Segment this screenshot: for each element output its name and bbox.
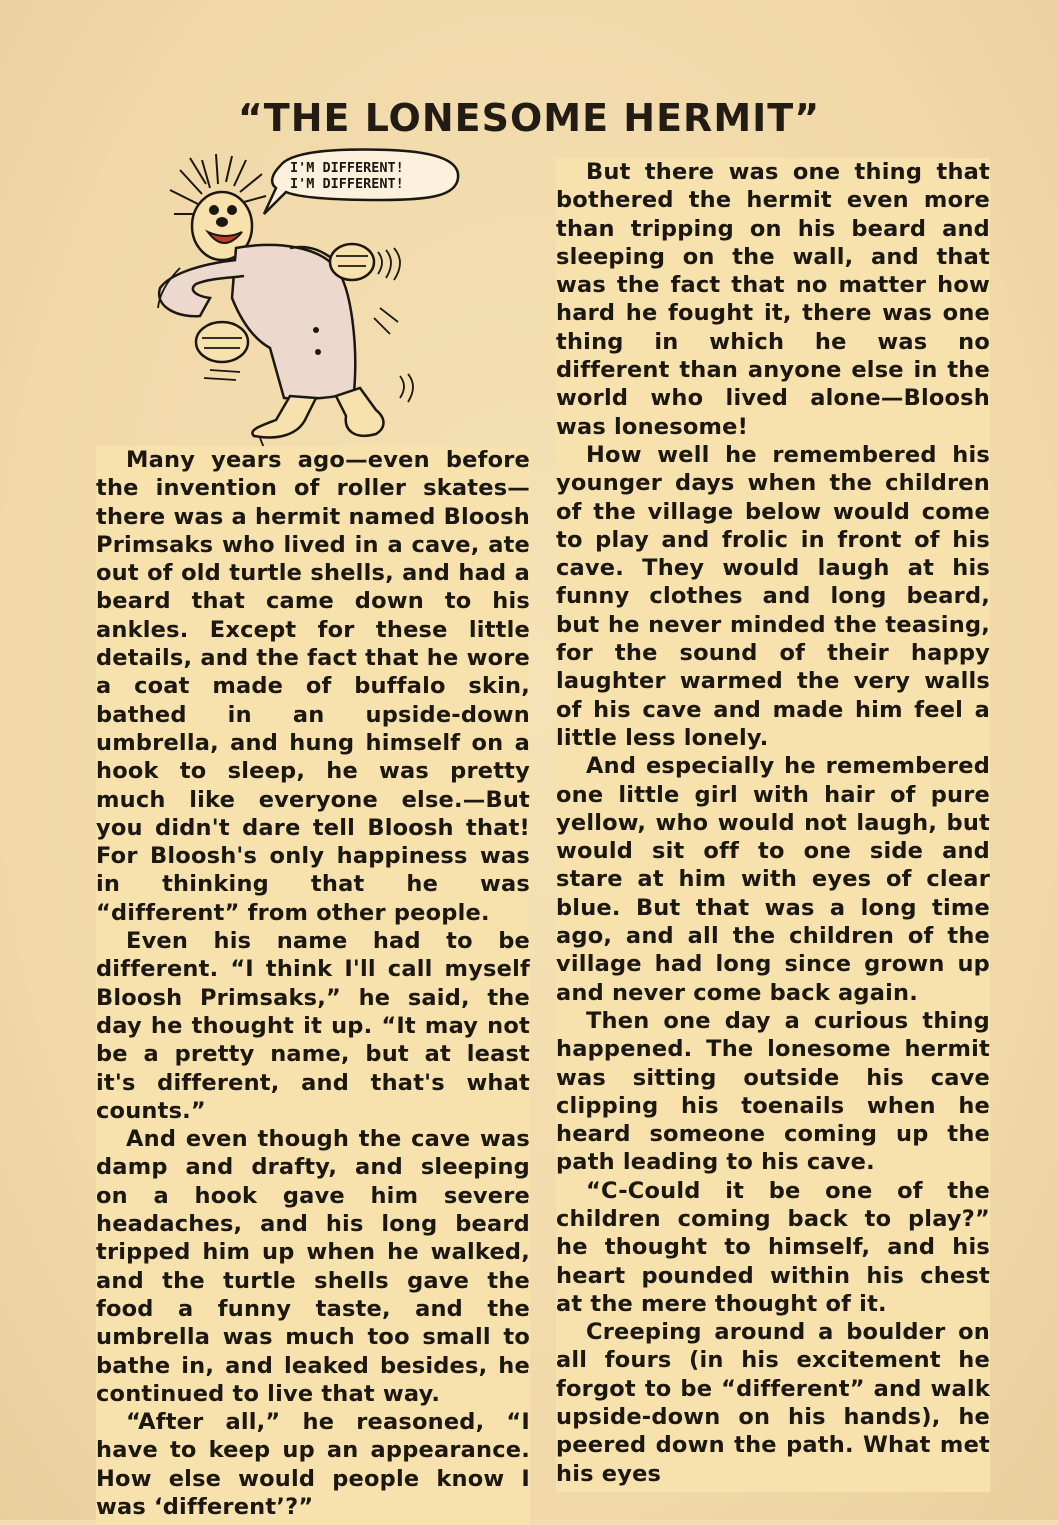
paragraph: And even though the cave was damp and drafty, and sleeping on a hook gave him severe headaches, and his long beard tripped him up when he walked, and the turtle shells gave the food a funny taste, and the umbrella was much too small to bathe in, and leaked besides, he continued to live that way. bbox=[96, 1126, 530, 1407]
paragraph: “After all,” he reasoned, “I have to keep up an appearance. How else would people know I was ‘different’?” bbox=[96, 1409, 530, 1520]
paragraph: Even his name had to be different. “I think I'll call myself Bloosh Primsaks,” he said, the day he thought it up. “It may not be a pretty name, but at least it's different, and that's what counts.” bbox=[96, 928, 530, 1124]
paragraph: Creeping around a boulder on all fours (in his excitement he forgot to be “different” and walk upside-down on his hands), he peered down the path. What met his eyes bbox=[556, 1319, 990, 1487]
paragraph: Many years ago—even before the invention of roller skates—there was a hermit named Bloosh Primsaks who lived in a cave, ate out of old turtle shells, and had a beard that came down to his ankles. Except for these little details, and the fact that he wore a coat made of buffalo skin, bathed in an upside-down umbrella, and hung himself on a hook to sleep, he was pretty much like everyone else.—But you didn't dare tell Bloosh that! For Bloosh's only happiness was in thinking that he was “different” from other people. bbox=[96, 447, 530, 926]
speech-bubble bbox=[264, 150, 458, 214]
paragraph: “C-Could it be one of the children coming back to play?” he thought to himself, and his heart pounded within his chest at the mere thought of it. bbox=[556, 1177, 990, 1317]
story-title: “THE LONESOME HERMIT” bbox=[237, 96, 821, 140]
speech-bubble-line-2: I'M DIFFERENT! bbox=[290, 176, 404, 192]
paragraph: And especially he remembered one little girl with hair of pure yellow, who would not laugh, but would sit off to one side and stare at him with eyes of clear blue. But that was a long time ago, and all the children of the village had long since grown up and never come back again. bbox=[556, 753, 990, 1006]
paragraph: How well he remembered his younger days when the children of the village below would come to play and frolic in front of his cave. They would laugh at his funny clothes and long beard, but he never minded the teasing, for the sound of their happy laughter warmed the very walls of his cave and made him feel a little less lonely. bbox=[556, 441, 990, 751]
paragraph: Then one day a curious thing happened. The lonesome hermit was sitting outside his cave clipping his toenails when he heard someone coming up the path leading to his cave. bbox=[556, 1007, 990, 1176]
paragraph: But there was one thing that bothered the hermit even more than tripping on his beard and sleeping on the wall, and that was the fact that no matter how hard he fought it, there was one thing in which he was no different than anyone else in the world who lived alone—Bloosh was lonesome! bbox=[556, 159, 990, 440]
left-text-column bbox=[96, 446, 530, 1525]
right-text-column bbox=[556, 158, 990, 1492]
hermit-illustration bbox=[140, 148, 490, 448]
speech-bubble-line-1: I'M DIFFERENT! bbox=[290, 160, 404, 176]
